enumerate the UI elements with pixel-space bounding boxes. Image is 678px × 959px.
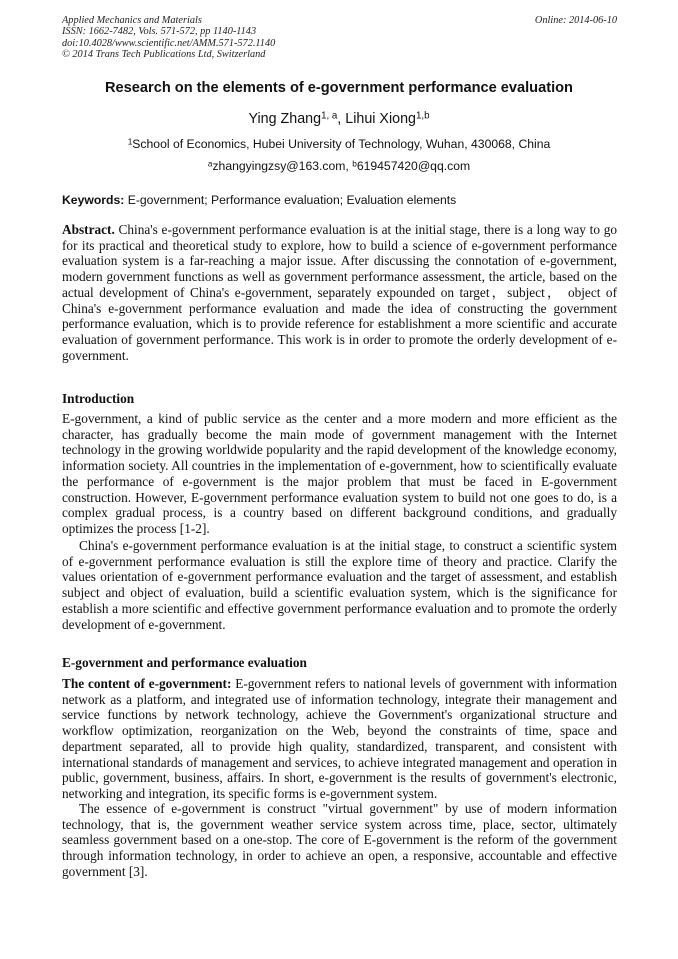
keywords-text: E-government; Performance evaluation; Evaluation elements <box>124 193 457 207</box>
section-2-heading: E-government and performance evaluation <box>62 655 307 670</box>
email-a-sup: a <box>207 158 213 169</box>
author-1-sup: 1, a <box>321 110 338 122</box>
abstract-text: China's e-government performance evaluation is at the initial stage, there is a long way to go for its practical and theoretical study to explore, how to build a science of e-government performance evaluation system is a far-reaching a major issue. After discussing the connotation of e-government, modern government functions as well as government performance assessment, the article, based on the actual development of China's e-government, separately expounded on target，subject， object of China's e-government performance evaluation and made the idea of constructing the government performance evaluation, which is to provide reference for establishment a more scientific and accurate evaluation of government performance. This work is in order to promote the orderly development of e-government. <box>62 222 617 363</box>
online-date: Online: 2014-06-10 <box>534 15 617 26</box>
abstract-label: Abstract. <box>62 222 115 237</box>
journal-copyright: © 2014 Trans Tech Publications Ltd, Switzerland <box>62 49 266 61</box>
paper-title: Research on the elements of e-government performance evaluation <box>105 80 573 96</box>
keywords <box>62 193 617 207</box>
section-2-paragraph-1 <box>62 676 617 802</box>
email-a: zhangyingzsy@163.com <box>212 159 346 173</box>
affiliation <box>0 137 678 151</box>
author-2-name: Lihui Xiong <box>345 111 416 127</box>
introduction-heading: Introduction <box>62 391 135 406</box>
journal-info <box>62 15 617 61</box>
section-2-paragraph-2: The essence of e-government is construct "virtual government" by use of modern information technology, that is, the government weather service system across time, place, sector, ultimately seamless government based on a one-stop. The core of E-government is the reform of the government through information technology, in order to achieve an open, a responsive, accountable and effective government [3]. <box>62 801 617 879</box>
email-separator: , <box>345 159 353 173</box>
author-line <box>0 111 678 127</box>
section-2-paragraph-1-label: The content of e-government: <box>62 676 232 691</box>
author-2-sup: 1,b <box>416 110 430 122</box>
journal-issn: ISSN: 1662-7482, Vols. 571-572, pp 1140-1143 <box>62 26 257 38</box>
journal-name: Applied Mechanics and Materials <box>62 15 202 26</box>
introduction-paragraph-2: China's e-government performance evaluation is at the initial stage, to construct a scientific system of e-government performance evaluation is still the explore time of theory and practice. Clarify the values orientation of e-government performance evaluation and the target of assessment, and establish subject and object of evaluation, build a scientific evaluation system, which is the significance for establish a more scientific and effective government performance evaluation and to promote the orderly development of e-government. <box>62 538 617 632</box>
introduction-paragraph-1: E-government, a kind of public service as the center and a more modern and more efficient as the character, has gradually become the main mode of government management with the Internet technology in the growing worldwide popularity and the rapid development of the knowledge economy, information society. All countries in the implementation of e-government, how to scientifically evaluate the performance of e-government is the major problem that must be faced in E-government construction. However, E-government performance evaluation system to build not one goes to do, is a complex gradual process, is a country based on different background conditions, and gradually optimizes the process [1-2]. <box>62 411 617 537</box>
email-b-sup: b <box>352 158 357 169</box>
affiliation-sup: 1 <box>127 136 133 147</box>
affiliation-text: School of Economics, Hubei University of Technology, Wuhan, 430068, China <box>132 137 551 151</box>
journal-doi: doi:10.4028/www.scientific.net/AMM.571-572.1140 <box>62 37 276 49</box>
author-separator: , <box>337 111 346 127</box>
section-2-paragraph-1-text: E-government refers to national levels of government with information network as a platform, and integrated use of information technology, integrate their management and service functions by network technology, achieve the Government's organizational structure and workflow optimization, reorganization on the Web, beyond the constraints of time, space and department separated, all to provide high quality, standardized, transparent, and consistent with international standards of management and services, to achieve integrated management and operation in public, government, business, affairs. In short, e-government is the results of government's electronic, networking and integration, its specific forms is e-government system. <box>62 676 617 802</box>
author-1-name: Ying Zhang <box>248 111 322 127</box>
journal-header <box>62 15 617 61</box>
abstract <box>62 222 617 363</box>
keywords-label: Keywords: <box>62 193 125 207</box>
email-b: 619457420@qq.com <box>356 159 471 173</box>
email-line <box>0 159 678 173</box>
